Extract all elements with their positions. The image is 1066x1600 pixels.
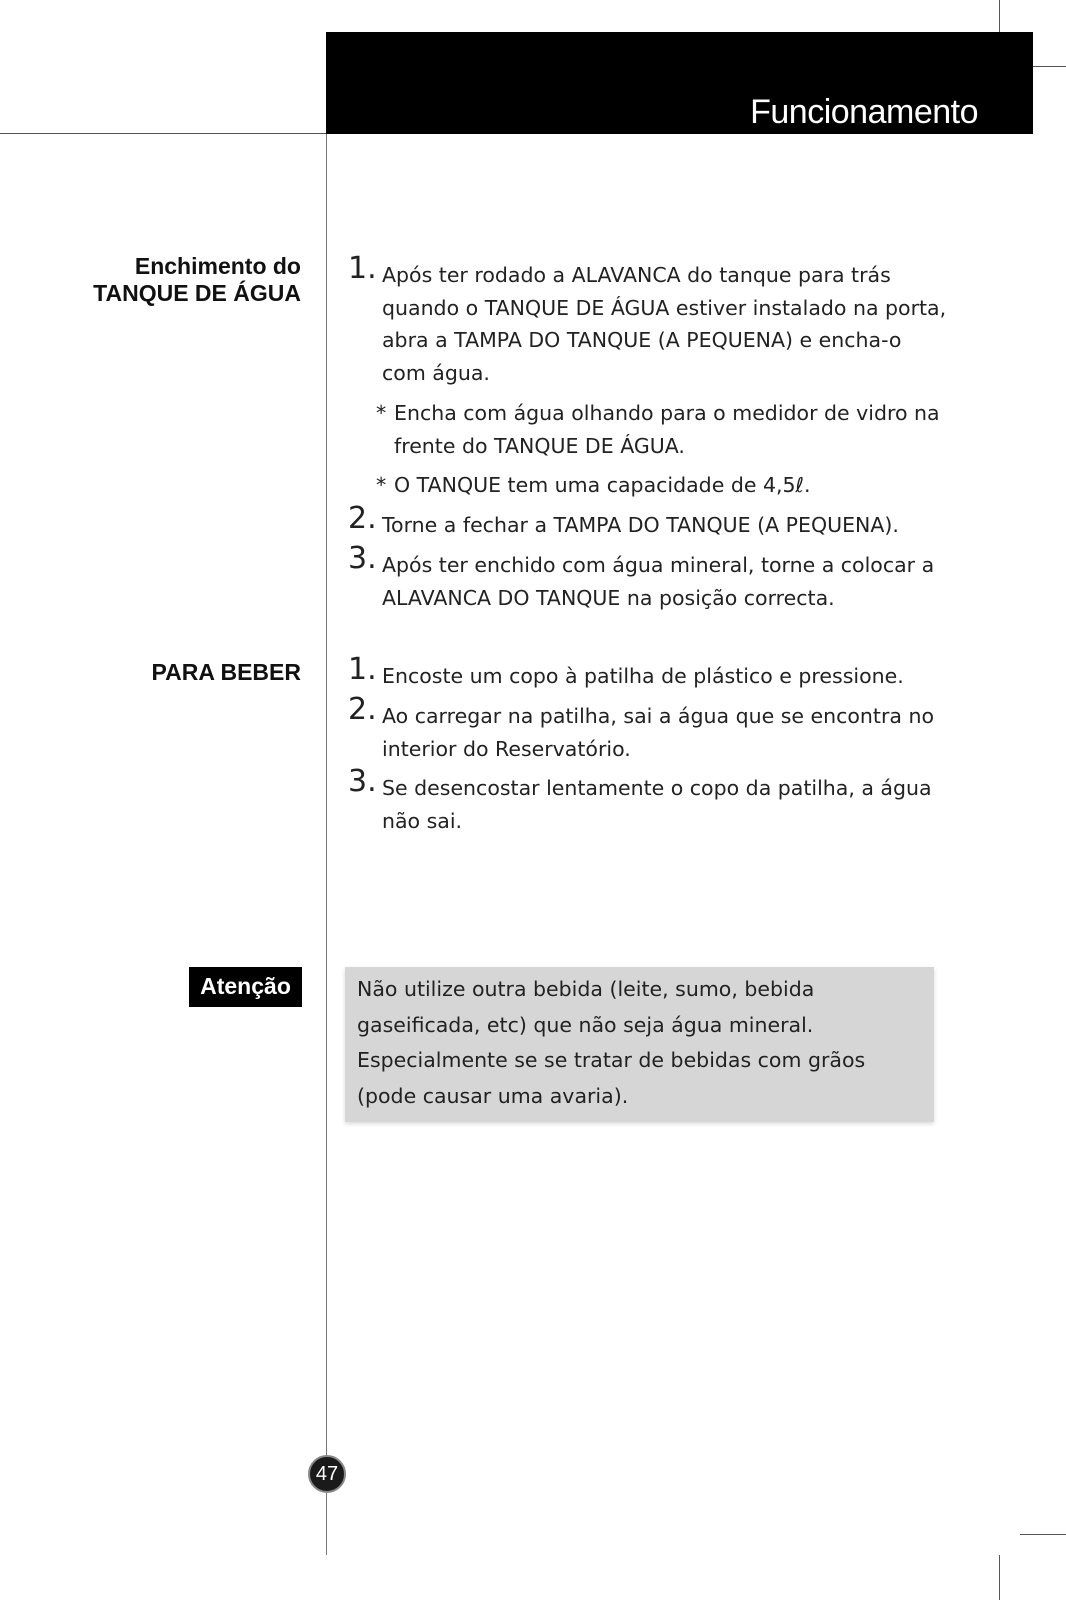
section-heading-drinking: PARA BEBER [151,659,301,685]
page-title: Funcionamento [750,93,978,131]
step-number: 1. [348,652,377,687]
page-number-badge: 47 [308,1455,346,1493]
section-heading-line2: TANQUE DE ÁGUA [93,280,301,306]
drink-step-1 [348,652,948,693]
fill-note-2 [376,469,956,502]
note-marker: * [376,401,387,425]
step-number: 2. [348,692,377,727]
section-heading-fill-tank [93,253,301,307]
top-right-tick-vertical [999,0,1000,32]
step-text: Encoste um copo à patilha de plástico e pressione. [382,664,904,688]
step-text: Ao carregar na patilha, sai a água que se encontra no interior do Reservatório. [382,704,935,761]
note-text: O TANQUE tem uma capacidade de 4,5ℓ. [394,473,811,497]
step-number: 3. [348,764,377,799]
fill-step-3 [348,541,948,614]
vertical-divider [326,32,327,1555]
step-number: 1. [348,251,377,286]
caution-text: Não utilize outra bebida (leite, sumo, bebida gaseificada, etc) que não seja água mineral. Especialmente se se tratar de bebidas com grãos (pode causar uma avaria). [357,977,866,1108]
step-text: Após ter rodado a ALAVANCA do tanque para trás quando o TANQUE DE ÁGUA estiver instalado na porta, abra a TAMPA DO TANQUE (A PEQUENA) e encha-o com água. [382,263,947,385]
section-heading-line1: Enchimento do [134,253,301,279]
top-right-tick-horizontal [1033,66,1066,67]
fill-note-1 [376,397,956,462]
fill-step-2 [348,501,948,542]
top-left-rule [0,133,326,134]
note-marker: * [376,473,387,497]
drink-step-2 [348,692,948,765]
bottom-right-tick-vertical [999,1555,1000,1600]
drink-step-3 [348,764,948,837]
step-number: 2. [348,501,377,536]
step-text: Após ter enchido com água mineral, torne a colocar a ALAVANCA DO TANQUE na posição correcta. [382,553,935,610]
caution-label: Atenção [189,967,302,1007]
step-text: Se desencostar lentamente o copo da patilha, a água não sai. [382,776,932,833]
fill-step-1 [348,251,948,389]
step-text: Torne a fechar a TAMPA DO TANQUE (A PEQUENA). [382,513,899,537]
bottom-right-tick-horizontal [1020,1534,1066,1535]
note-text: Encha com água olhando para o medidor de vidro na frente do TANQUE DE ÁGUA. [394,401,940,458]
caution-box [345,967,934,1122]
step-number: 3. [348,541,377,576]
